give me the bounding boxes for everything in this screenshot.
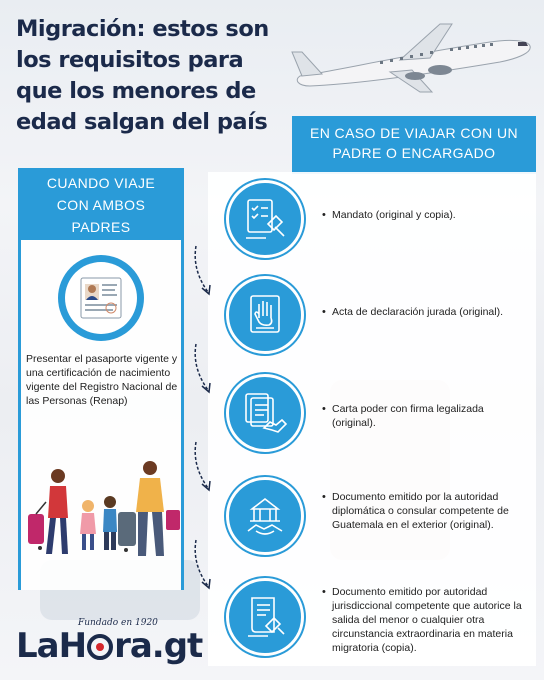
step-1-text: • Mandato (original y copia). bbox=[320, 208, 530, 222]
logo-text-part2: ra.gt bbox=[114, 626, 203, 666]
one-parent-header-line-2: PADRE O ENCARGADO bbox=[332, 145, 496, 161]
raised-hand-document-icon bbox=[226, 276, 304, 354]
title-line-4: edad salgan del país bbox=[16, 109, 268, 135]
step-4-text: • Documento emitido por la autoridad diplomática o consular competente de Guatemala en el exterior (original). bbox=[320, 490, 530, 532]
handshake-document-icon bbox=[226, 374, 304, 452]
one-parent-header bbox=[292, 116, 536, 174]
one-parent-header-line-1: EN CASO DE VIAJAR CON UN bbox=[310, 125, 518, 141]
both-parents-header-line-2: CON AMBOS bbox=[56, 197, 146, 213]
step-2-text: • Acta de declaración jurada (original). bbox=[320, 305, 530, 319]
embassy-handshake-icon bbox=[226, 477, 304, 555]
step-3-text: • Carta poder con firma legalizada (original). bbox=[320, 402, 530, 430]
both-parents-header bbox=[18, 168, 184, 240]
both-parents-header-line-1: CUANDO VIAJE bbox=[46, 175, 156, 191]
logo-clock-icon bbox=[87, 634, 113, 660]
logo-wordmark bbox=[16, 626, 202, 666]
gavel-document-icon bbox=[226, 180, 304, 258]
legal-scroll-gavel-icon bbox=[226, 578, 304, 656]
family-travelers-illustration bbox=[14, 456, 192, 564]
page-title bbox=[16, 14, 306, 138]
both-parents-header-line-3: PADRES bbox=[71, 219, 131, 235]
flow-arrows bbox=[190, 240, 220, 640]
title-line-1: Migración: estos son bbox=[16, 16, 269, 42]
la-hora-logo[interactable] bbox=[16, 618, 226, 668]
logo-tagline: Fundado en 1920 bbox=[78, 618, 158, 628]
airplane-illustration bbox=[290, 14, 535, 94]
logo-text-part1: LaH bbox=[16, 626, 87, 666]
title-line-2: los requisitos para bbox=[16, 47, 244, 73]
passport-icon bbox=[58, 255, 144, 341]
both-parents-requirement: Presentar el pasaporte vigente y una certificación de nacimiento vigente del Registro Nacional de las Personas (Renap) bbox=[26, 353, 178, 407]
title-line-3: que los menores de bbox=[16, 78, 256, 104]
step-5-text: • Documento emitido por autoridad jurisdiccional competente que autorice la salida del menor o cualquier otra circunstancia extraordinaria en materia migratoria (copia). bbox=[320, 585, 530, 655]
